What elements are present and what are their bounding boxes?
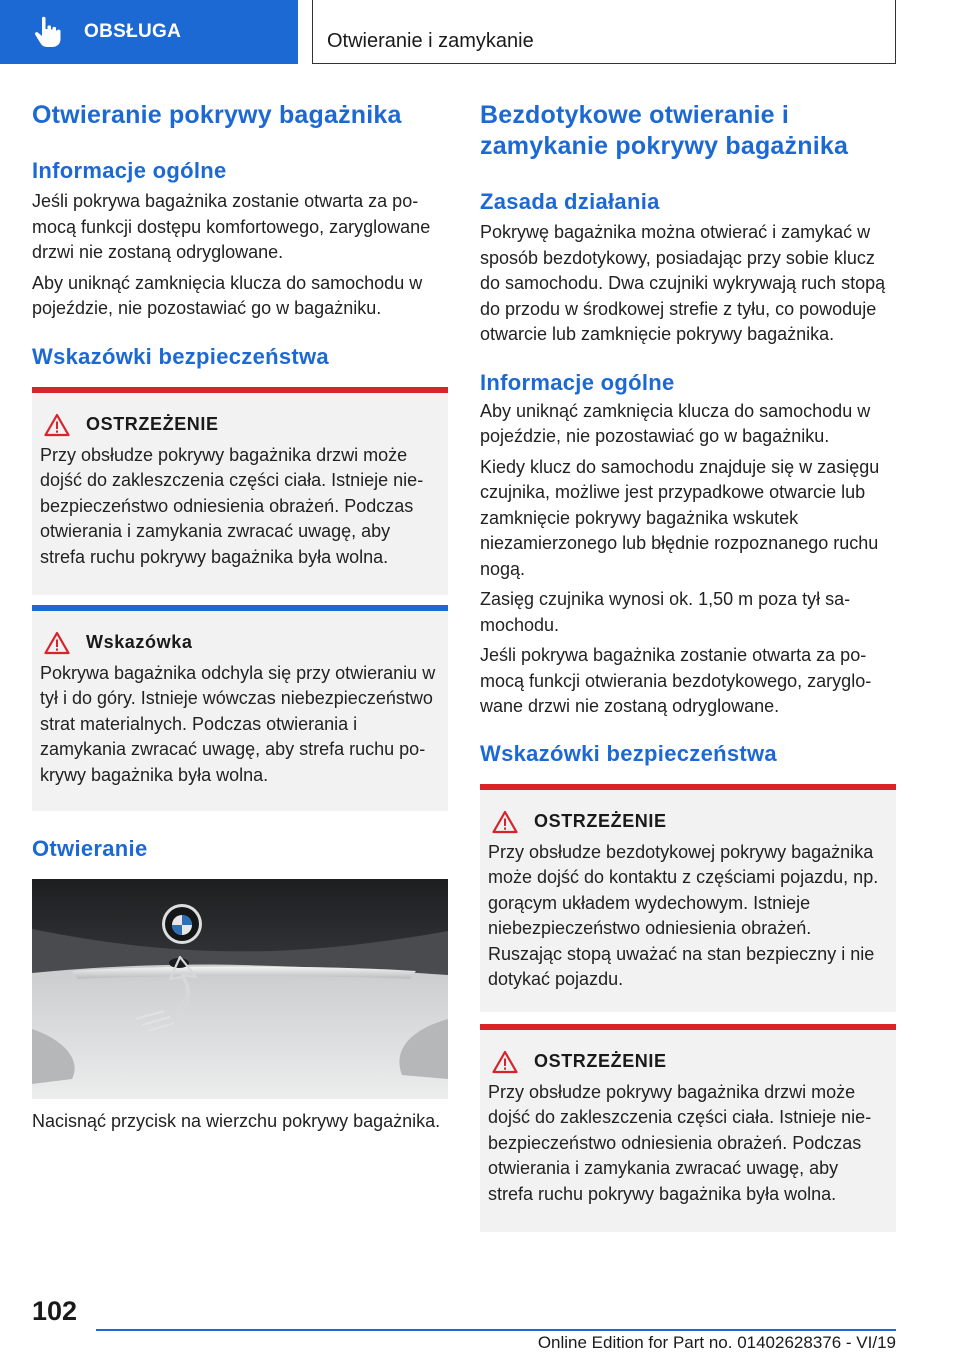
heading-general-info: Informacje ogólne: [480, 369, 675, 395]
warning-text: Przy obsłudze pokrywy bagażnika drzwi może dojść do zakleszczenia części ciała. Istnieje niebezpieczeństwo odniesienia obrażeń. Podczas otwierania i zamykania zwracać uwagę, aby strefa ruchu pokrywy bagażnika była wolna.: [40, 444, 424, 567]
section-label: OBSŁUGA: [84, 21, 182, 42]
page-number: 102: [32, 1296, 78, 1326]
footer-divider: [96, 1329, 896, 1331]
note-title: Wskazówka: [86, 632, 193, 652]
heading-safety-notes: Wskazówki bezpieczeństwa: [32, 343, 329, 369]
note-box: [32, 605, 448, 811]
warning-title: OSTRZEŻENIE: [86, 414, 219, 434]
warning-title: OSTRZEŻENIE: [534, 811, 667, 831]
paragraph: Zasięg czujnika wynosi ok. 1,50 m poza tył samochodu.: [480, 589, 851, 635]
hand-pointer-icon: [28, 12, 68, 52]
paragraph: Jeśli pokrywa bagażnika zostanie otwarta za pomocą funkcji dostępu komfortowego, zaryglowane drzwi nie zostaną odryglowane.: [32, 191, 431, 262]
heading-principle: Zasada działania: [480, 189, 660, 214]
heading-opening: Otwieranie: [32, 835, 148, 861]
warning-box: [32, 387, 448, 595]
footer-edition: Online Edition for Part no. 01402628376 - VI/19: [537, 1333, 896, 1352]
heading-general-info: Informacje ogólne: [32, 158, 227, 183]
paragraph: Aby uniknąć zamknięcia klucza do samochodu w pojeździe, nie pozostawiać go w bagażniku.: [480, 400, 871, 446]
heading-trunk-opening: Otwieranie pokrywy bagażnika: [32, 101, 402, 129]
warning-triangle-icon: [492, 1050, 518, 1074]
warning-triangle-icon: [44, 631, 70, 655]
trunk-button-photo: [32, 879, 448, 1099]
warning-box: [480, 1024, 896, 1232]
heading-safety-notes: Wskazówki bezpieczeństwa: [480, 740, 777, 766]
warning-triangle-icon: [44, 413, 70, 437]
warning-title: OSTRZEŻENIE: [534, 1051, 667, 1071]
warning-text: Przy obsłudze pokrywy bagażnika drzwi może dojść do zakleszczenia części ciała. Istnieje niebezpieczeństwo odniesienia obrażeń. Podczas otwierania i zamykania zwracać uwagę, aby strefa ruchu pokrywy bagażnika była wolna.: [488, 1081, 872, 1204]
paragraph: Kiedy klucz do samochodu znajduje się w zasięgu czujnika, możliwe jest przypadkowe otwarcie lub zamknięcie pokrywy bagażnika wskutek niezamierzonego lub błędnie rozpoznanego ruchu nogą.: [480, 456, 880, 579]
right-column: [480, 100, 896, 1232]
chapter-title: Otwieranie i zamykanie: [327, 30, 534, 52]
warning-triangle-icon: [492, 810, 518, 834]
section-tab: [0, 0, 298, 64]
chapter-title-box: [312, 0, 896, 64]
left-column: [32, 100, 448, 1134]
note-text: Pokrywa bagażnika odchyla się przy otwieraniu w tył i do góry. Istnieje wówczas niebezpieczeństwo strat materialnych. Podczas otwierania i zamykania zwracać uwagę, aby strefa ruchu pokrywy bagażnika była wolna.: [40, 662, 436, 785]
warning-text: Przy obsłudze bezdotykowej pokrywy bagażnika może dojść do kontaktu z częściami pojazdu, np. gorącym układem wydechowym. Istnieje niebezpieczeństwo odniesienia obrażeń. Ruszając stopą uważać na stan bezpieczny i nie dotykać pojazdu.: [488, 841, 879, 989]
paragraph: Aby uniknąć zamknięcia klucza do samochodu w pojeździe, nie pozostawiać go w bagażniku.: [32, 272, 423, 318]
warning-box: [480, 784, 896, 1012]
paragraph: Pokrywę bagażnika można otwierać i zamykać w sposób bezdotykowy, posiadając przy sobie klucz do samochodu. Dwa czujniki wykrywają ruch stopą do przodu w środkowej strefie z tyłu, co powoduje otwarcie lub zamknięcie pokrywy bagażnika.: [480, 222, 886, 344]
photo-caption: Nacisnąć przycisk na wierzchu pokrywy bagażnika.: [32, 1110, 441, 1131]
heading-touchless-trunk: Bezdotykowe otwieranie i zamykanie pokrywy bagażnika: [480, 101, 849, 160]
paragraph: Jeśli pokrywa bagażnika zostanie otwarta za pomocą funkcji otwierania bezdotykowego, zaryglowane drzwi nie zostaną odryglowane.: [480, 645, 872, 716]
